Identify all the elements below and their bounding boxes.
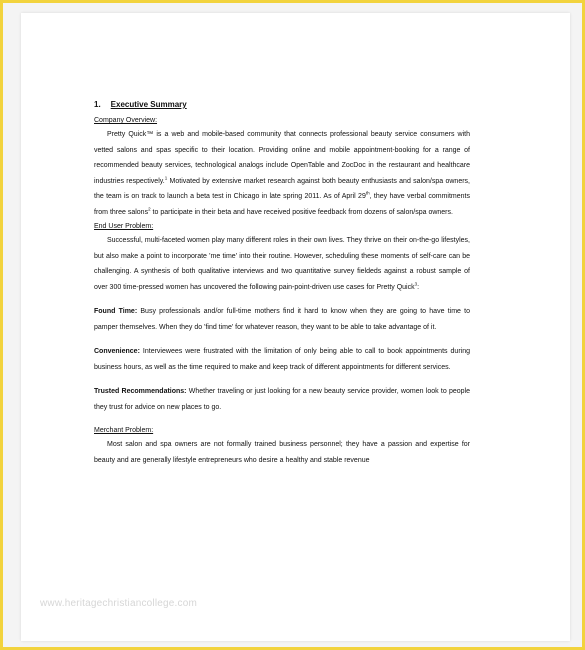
watermark-text: www.heritagechristiancollege.com xyxy=(40,598,198,609)
section-title: Executive Summary xyxy=(110,100,187,109)
company-overview-heading: Company Overview: xyxy=(94,117,158,124)
pain-point-trusted-recommendations: Trusted Recommendations: Whether traveling or just looking for a new beauty service provider, women look to people they trust for advice on new places to go. xyxy=(94,388,470,411)
end-user-problem-heading: End User Problem: xyxy=(94,223,154,230)
pain-point-convenience: Convenience: Interviewees were frustrated with the limitation of only being able to call to book appointments during business hours, as well as the time required to make and keep track of different appointments for different services. xyxy=(94,348,470,371)
section-heading xyxy=(94,98,470,112)
merchant-problem-heading: Merchant Problem: xyxy=(94,427,154,434)
section-number: 1. xyxy=(94,100,101,109)
merchant-problem-paragraph: Most salon and spa owners are not formally trained business personnel; they have a passion and expertise for beauty and are generally lifestyle entrepreneurs who desire a healthy and stable revenue xyxy=(94,441,470,464)
document-content xyxy=(94,98,470,468)
pain-point-found-time: Found Time: Busy professionals and/or full-time mothers find it hard to know when they are going to have time to pamper themselves. When they do 'find time' for whatever reason, they want to be able to take advantage of it. xyxy=(94,308,470,331)
end-user-problem-paragraph: Successful, multi-faceted women play many different roles in their own lives. They thrive on their on-the-go lifestyles, but also make a point to incorporate 'me time' into their routine. However, scheduling these moments of self-care can be challenging. A synthesis of both qualitative interviews and two quantitative survey fieldeds against a robust sample of over 300 time-pressed women has uncovered the following pain-point-driven use cases for Pretty Quick$^3$: xyxy=(94,237,470,291)
company-overview-paragraph: Pretty Quick™ is a web and mobile-based community that connects professional beauty service consumers with vetted salons and spas specific to their location. Providing online and mobile appointment-booking for a range of recommended beauty services, technological analogs include OpenTable and ZocDoc in the restaurant and healthcare industries respectively.$^1$ Motivated by extensive market research against both beauty enthusiasts and salon/spa owners, the team is on track to launch a beta test in Chicago in late spring 2011. As of April 29th, they have verbal commitments from three salons$^2$ to participate in their beta and have received positive feedback from dozens of salon/spa owners. xyxy=(94,131,470,216)
